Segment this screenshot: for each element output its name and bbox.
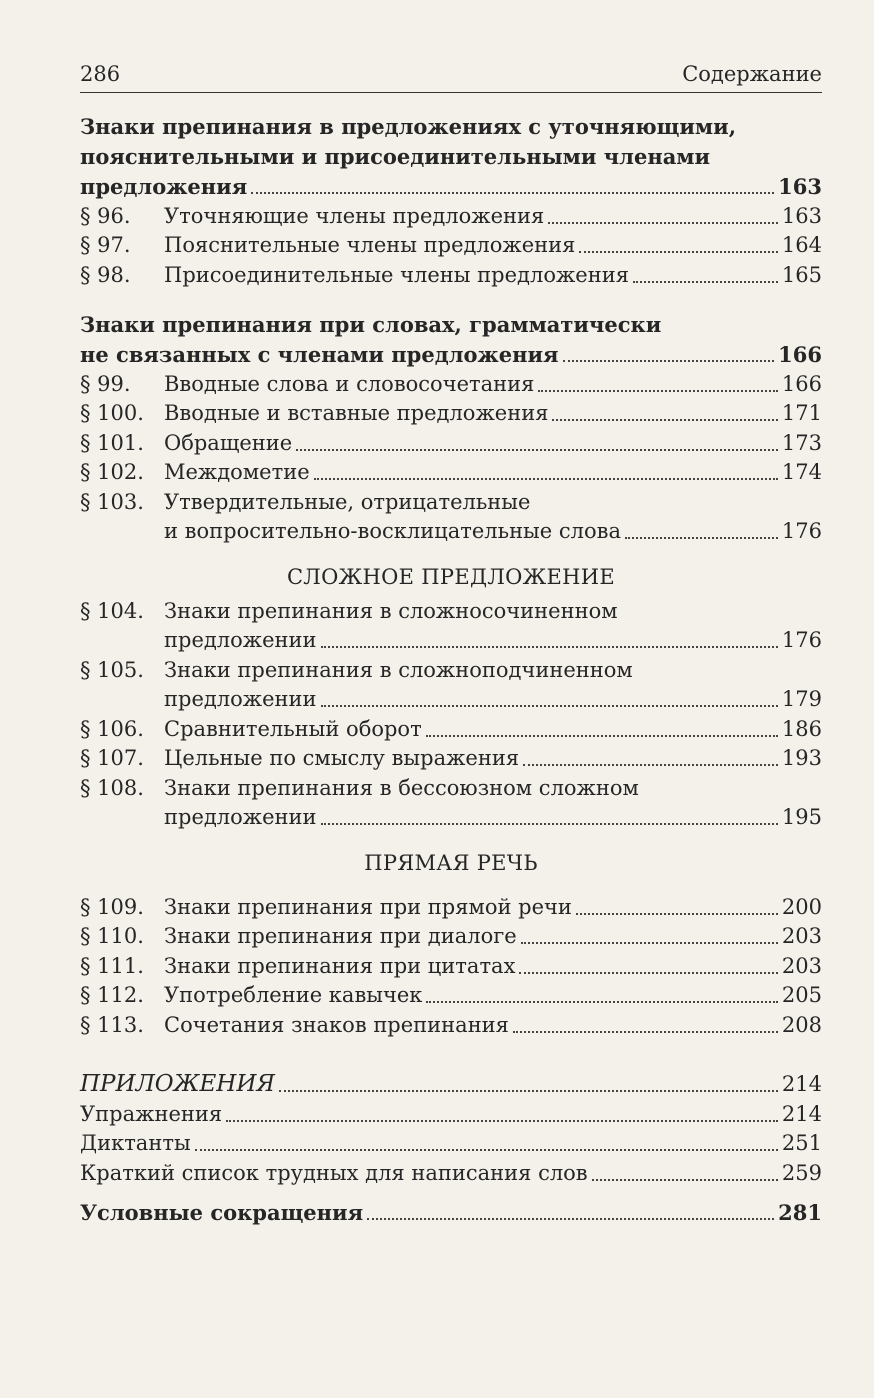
entry-title: Знаки препинания в бессоюзном сложном xyxy=(164,775,639,800)
entry-page: 179 xyxy=(781,687,822,711)
entry-page: 164 xyxy=(781,233,822,257)
section-number: § 97. xyxy=(80,233,131,257)
entry-title: предложения xyxy=(80,174,248,199)
entry-title: Сравнительный оборот xyxy=(164,716,422,741)
toc-entry[interactable] xyxy=(80,370,822,400)
dot-leader xyxy=(321,822,778,825)
entry-title: Обращение xyxy=(164,430,293,455)
entry-page: 166 xyxy=(781,371,822,396)
entry-page: 205 xyxy=(781,983,822,1007)
entry-title: предложении xyxy=(164,805,317,829)
entry-title: Вводные и вставные предложения xyxy=(164,401,549,425)
toc-entry[interactable] xyxy=(80,202,822,232)
toc-entry[interactable] xyxy=(80,261,822,291)
entry-page: 176 xyxy=(781,519,822,543)
section-number: § 103. xyxy=(80,489,144,514)
section-number: § 108. xyxy=(80,775,144,800)
dot-leader xyxy=(513,1030,778,1033)
toc-entry[interactable] xyxy=(80,399,822,429)
entry-title: Междометие xyxy=(164,460,310,484)
section-number: § 104. xyxy=(80,598,144,623)
entry-title: Знаки препинания в сложносочиненном xyxy=(164,598,618,623)
toc-entry[interactable] xyxy=(80,458,822,488)
entry-title: Упражнения xyxy=(80,1101,223,1126)
section-heading: ПРЯМАЯ РЕЧЬ xyxy=(364,850,538,875)
section-number: § 102. xyxy=(80,460,144,484)
toc-entry[interactable] xyxy=(80,231,822,261)
toc-entry-first-line[interactable] xyxy=(80,774,822,804)
entry-title: Знаки препинания в сложноподчиненном xyxy=(164,657,633,682)
dot-leader xyxy=(579,250,778,253)
section-number: § 113. xyxy=(80,1012,144,1037)
spacer xyxy=(80,547,822,557)
toc-entry-first-line[interactable] xyxy=(80,488,822,518)
toc-entry[interactable] xyxy=(80,893,822,923)
entry-title: Знаки препинания при диалоге xyxy=(164,924,517,948)
dot-leader xyxy=(519,971,777,974)
entry-page: 281 xyxy=(778,1200,822,1225)
dot-leader xyxy=(548,221,778,224)
entry-page: 163 xyxy=(781,203,822,228)
entry-page: 208 xyxy=(781,1012,822,1037)
entry-title: Присоединительные члены предложения xyxy=(164,262,629,287)
toc-entry-first-line[interactable] xyxy=(80,656,822,686)
toc-entry[interactable] xyxy=(80,1129,822,1159)
entry-page: 203 xyxy=(781,924,822,948)
toc-entry[interactable] xyxy=(80,429,822,459)
group-title-line: пояснительными и присоединительными членами xyxy=(80,144,711,169)
dot-leader xyxy=(563,359,775,362)
toc-entry-first-line[interactable] xyxy=(80,597,822,627)
toc-entry[interactable] xyxy=(80,172,822,202)
dot-leader xyxy=(538,389,778,392)
dot-leader xyxy=(195,1148,778,1151)
entry-title: Сочетания знаков препинания xyxy=(164,1012,509,1037)
dot-leader xyxy=(226,1119,778,1122)
entry-page: 214 xyxy=(781,1101,822,1126)
toc-entry[interactable] xyxy=(80,1100,822,1130)
entry-page: 195 xyxy=(781,805,822,829)
spacer xyxy=(80,290,822,310)
dot-leader xyxy=(633,280,778,283)
section-number: § 109. xyxy=(80,894,144,919)
toc-entry[interactable] xyxy=(80,952,822,982)
toc-entry-continuation[interactable] xyxy=(80,803,822,833)
group-title-line: Знаки препинания в предложениях с уточняющими, xyxy=(80,114,737,139)
entry-page: 214 xyxy=(781,1072,822,1096)
section-number: § 106. xyxy=(80,716,144,741)
toc-entry[interactable] xyxy=(80,922,822,952)
section-number: § 100. xyxy=(80,401,144,425)
header-rule xyxy=(80,92,822,93)
entry-page: 176 xyxy=(781,628,822,652)
entry-page: 193 xyxy=(781,746,822,770)
entry-title: Знаки препинания при прямой речи xyxy=(164,894,572,919)
spacer xyxy=(80,833,822,843)
entry-title: Условные сокращения xyxy=(80,1200,364,1225)
entry-title: Утвердительные, отрицательные xyxy=(164,489,531,514)
spacer xyxy=(80,1060,822,1070)
table-of-contents xyxy=(80,112,822,1228)
section-number: § 101. xyxy=(80,430,144,455)
toc-entry-continuation[interactable] xyxy=(80,626,822,656)
running-title: Содержание xyxy=(682,62,822,86)
page-number: 286 xyxy=(80,62,121,86)
toc-entry[interactable] xyxy=(80,981,822,1011)
section-number: § 107. xyxy=(80,746,144,770)
entry-page: 173 xyxy=(781,430,822,455)
entry-page: 203 xyxy=(781,953,822,978)
dot-leader xyxy=(321,704,778,707)
dot-leader xyxy=(367,1217,774,1220)
dot-leader xyxy=(426,1000,777,1003)
dot-leader xyxy=(296,448,778,451)
entry-page: 163 xyxy=(778,174,822,199)
entry-title: не связанных с членами предложения xyxy=(80,342,559,367)
section-heading: СЛОЖНОЕ ПРЕДЛОЖЕНИЕ xyxy=(286,564,616,589)
section-number: § 110. xyxy=(80,924,144,948)
entry-page: 166 xyxy=(778,342,822,367)
toc-entry[interactable] xyxy=(80,1070,822,1100)
entry-title: Уточняющие члены предложения xyxy=(164,203,545,228)
dot-leader xyxy=(521,941,778,944)
toc-entry[interactable] xyxy=(80,1159,822,1189)
toc-entry[interactable] xyxy=(80,340,822,370)
entry-title: ПРИЛОЖЕНИЯ xyxy=(80,1071,275,1097)
spacer xyxy=(80,1040,822,1060)
entry-title: и вопросительно-восклицательные слова xyxy=(164,519,621,543)
entry-title: Знаки препинания при цитатах xyxy=(164,953,516,978)
entry-page: 259 xyxy=(781,1160,822,1185)
entry-title: Краткий список трудных для написания слов xyxy=(80,1160,588,1185)
toc-entry[interactable] xyxy=(80,744,822,774)
dot-leader xyxy=(426,734,778,737)
entry-title: предложении xyxy=(164,687,317,711)
dot-leader xyxy=(321,645,778,648)
toc-entry-continuation[interactable] xyxy=(80,685,822,715)
toc-entry[interactable] xyxy=(80,1198,822,1228)
dot-leader xyxy=(251,191,774,194)
toc-entry[interactable] xyxy=(80,1011,822,1041)
entry-title: Употребление кавычек xyxy=(164,983,423,1007)
dot-leader xyxy=(592,1178,778,1181)
entry-title: предложении xyxy=(164,628,317,652)
section-number: § 112. xyxy=(80,983,144,1007)
entry-page: 165 xyxy=(781,262,822,287)
dot-leader xyxy=(279,1089,778,1092)
entry-page: 251 xyxy=(781,1131,822,1155)
entry-title: Вводные слова и словосочетания xyxy=(164,371,535,396)
section-number: § 98. xyxy=(80,262,131,287)
dot-leader xyxy=(576,912,778,915)
spacer xyxy=(80,1188,822,1198)
toc-entry-continuation[interactable] xyxy=(80,517,822,547)
entry-title: Диктанты xyxy=(80,1131,191,1155)
section-number: § 99. xyxy=(80,371,131,396)
section-number: § 111. xyxy=(80,953,144,978)
page-header xyxy=(80,60,822,88)
entry-page: 186 xyxy=(781,716,822,741)
toc-entry[interactable] xyxy=(80,715,822,745)
entry-title: Цельные по смыслу выражения xyxy=(164,746,520,770)
dot-leader xyxy=(625,536,778,539)
dot-leader xyxy=(552,418,777,421)
group-title-line: Знаки препинания при словах, грамматически xyxy=(80,312,662,337)
entry-page: 171 xyxy=(781,401,822,425)
entry-page: 174 xyxy=(781,460,822,484)
section-number: § 96. xyxy=(80,203,131,228)
spacer xyxy=(80,883,822,893)
section-number: § 105. xyxy=(80,657,144,682)
dot-leader xyxy=(523,763,778,766)
entry-page: 200 xyxy=(781,894,822,919)
entry-title: Пояснительные члены предложения xyxy=(164,233,576,257)
dot-leader xyxy=(314,477,778,480)
